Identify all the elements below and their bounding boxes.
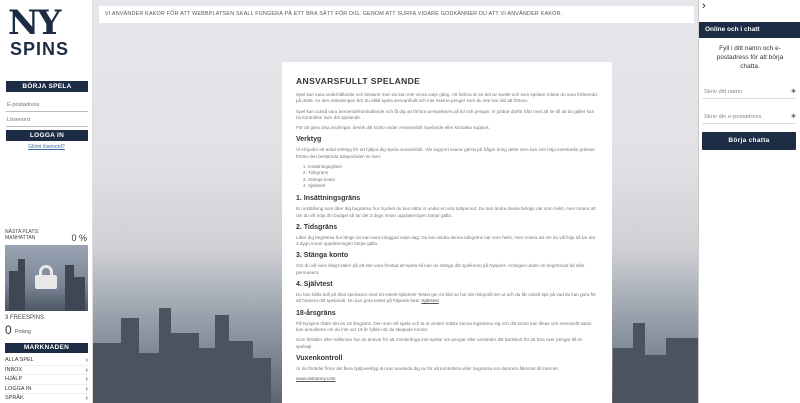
logo-spins: SPINS [10, 39, 70, 59]
chat-email-input[interactable]: Skriv din e-postadress ✱ [702, 110, 796, 124]
close-account-heading: 3. Stänga konto [296, 252, 349, 260]
tools-text: Vi erbjuder ett antal verktyg för att hjälpa dig spela ansvarsfullt. Vår support svarar gärna på frågor kring dette men kan inte höja eventuella gränser förrän den bestämda tidsperioden är över. [296, 147, 595, 159]
deposit-limit-text: En inställning som låter dig begränsa hur mycket du kan sätta in under en viss tidsperiod. Du kan ändra dessa belopp när som helst, men notera att om du vill höja din budget så tar det 3 dygn innan uppdateringen börjar gälla. [296, 206, 596, 218]
chevron-right-icon: › [85, 366, 88, 374]
forgot-password-link[interactable]: Glömt lösenord? [28, 144, 65, 150]
parental-control-text: Är du förälder finns det flera hjälpverktyg du kan använda dig av för att kontrollera eller begränsa era datorers åtkomst till internet [296, 365, 558, 371]
password-input[interactable] [6, 114, 88, 127]
age-limit-heading: 18-årsgräns [296, 309, 336, 317]
chat-header: Online och i chatt [699, 22, 800, 38]
logo-ny: NY [8, 3, 60, 43]
time-limit-text: Låter dig begränsa hur länge du kan vara inloggad varje dag. Du kan ändra denna tidsgräns när som helst, men notera att om du vill höja så tar det 3 dygn innan uppdateringen börjar gälla. [296, 234, 596, 247]
left-sidebar [0, 0, 93, 403]
menu-item-help[interactable]: HJÄLP › [5, 376, 88, 383]
time-limit-heading: 2. Tidsgräns [296, 223, 338, 231]
chevron-right-icon: › [85, 357, 88, 364]
next-destination-label: NÄSTA PLATS: MANHATTAN [5, 229, 40, 241]
menu-item-all-games[interactable]: ALLA SPEL › [5, 357, 88, 364]
menu-item-language[interactable]: SPRÅK › [5, 395, 88, 402]
chevron-right-icon: › [85, 395, 88, 402]
self-test-link[interactable]: Självtest [421, 298, 439, 304]
manhattan-locked-image[interactable] [5, 245, 88, 311]
self-test-text: Du kan hålla koll på dina spelvanor med ett enkelt självtest! Testet ger en bild av hur din riskprofil ser ut och du får också tips på vad du kan göra för att hantera ditt spelande. Du kan göra testet på följande länk: Självtest [296, 292, 596, 304]
list-item: 1. Insättningsgräns [308, 164, 598, 170]
close-account-text: Om du vill vara riktigt säker på att inte vara frestad att spela så kan du stänga ditt spelkonto på Nyspins. Antingen under en begränsad tid eller permanent. [296, 263, 585, 275]
login-button[interactable]: LOGGA IN [6, 130, 88, 141]
nyspins-logo[interactable] [8, 3, 70, 68]
progress-percent: 0 % [71, 233, 87, 243]
parental-control-heading: Vuxenkontroll [296, 354, 343, 362]
list-item: 4. Självtest [308, 183, 598, 189]
menu-item-inbox[interactable]: INBOX › [5, 366, 88, 374]
page-title: ANSVARSFULLT SPELANDE [296, 76, 421, 86]
deposit-limit-heading: 1. Insättningsgräns [296, 195, 361, 203]
tools-heading: Verktyg [296, 136, 322, 144]
chat-name-input[interactable]: Skriv ditt namn ✱ [702, 85, 796, 99]
intro-paragraph-1: Spel kan vara underhållande och lönsamt men du kan inte vinna varje gång. Att förlora är en del av spelet och som spelare måste du vara förberedd på detta. Av den anledningen bör du alltid spela ansvarsfullt och inte riskera pengar som du inte har råd att förlora. [296, 92, 597, 104]
lock-icon [35, 265, 57, 289]
market-button[interactable]: MARKNADEN [5, 343, 88, 353]
points-value: 0 [5, 323, 12, 337]
responsible-gaming-card [282, 62, 612, 403]
intro-paragraph-3: För att göra dina ändringar, besök ditt konto under Ansvarsfullt Spelande eller kontakta support. [296, 125, 490, 131]
start-chat-button[interactable]: Börja chatta [702, 132, 796, 150]
age-limit-text-2: Som förälder eller målsman har du ansvar för att minderåriga inte spelar om pengar eller använder ditt bankkort för att föra över pengar till en spelsajt. [296, 337, 583, 349]
intro-paragraph-2: Spel kan också vara beroendeframkallande och få dig att förlora perspektivet på tid och pengar. Vi jobbar därför hårt med att se till att du gäller kan ha kontrollen över ditt spelande. [296, 108, 595, 120]
netnanny-link[interactable]: www.netnanny.com [296, 376, 336, 382]
menu-item-login[interactable]: LOGGA IN › [5, 385, 88, 393]
cookie-banner[interactable]: VI ANVÄNDER KAKOR FÖR ATT WEBBPLATSEN SKALL FUNGERA PÅ ETT BRA SÄTT FÖR DIG. GENOM ATT SURFA VIDARE GODKÄNNER DU ATT VI ANVÄNDER KAKOR. [99, 6, 694, 23]
tools-list [308, 164, 598, 189]
chevron-right-icon: › [85, 385, 88, 393]
sidebar-menu [5, 356, 88, 403]
self-test-heading: 4. Självtest [296, 281, 333, 289]
chevron-right-icon: › [85, 376, 88, 383]
chat-intro: Fyll i ditt namn och e-postadress för att börja chatta. [716, 45, 784, 70]
chat-panel [698, 0, 800, 403]
start-playing-button[interactable]: BÖRJA SPELA [6, 81, 88, 92]
chevron-right-icon[interactable]: › [702, 0, 706, 12]
age-limit-text-1: På Nyspins råder det en 18 årsgräns. Den som vill spela och ta ut vinster måste kunna legitimera sig och ditt konto kan låsas och eventuellt saldo kan annulleras om du inte var 18 år fyllda när du skapade kontot. [296, 320, 592, 332]
required-icon: ✱ [790, 89, 796, 95]
list-item: 2. Tidsgräns [308, 170, 598, 176]
email-input[interactable] [6, 99, 88, 112]
required-icon: ✱ [790, 114, 796, 120]
points-label: Poäng [15, 329, 31, 335]
freespins-count: 3 FREESPINS [5, 315, 45, 321]
list-item: 3. Stänga konto [308, 177, 598, 183]
